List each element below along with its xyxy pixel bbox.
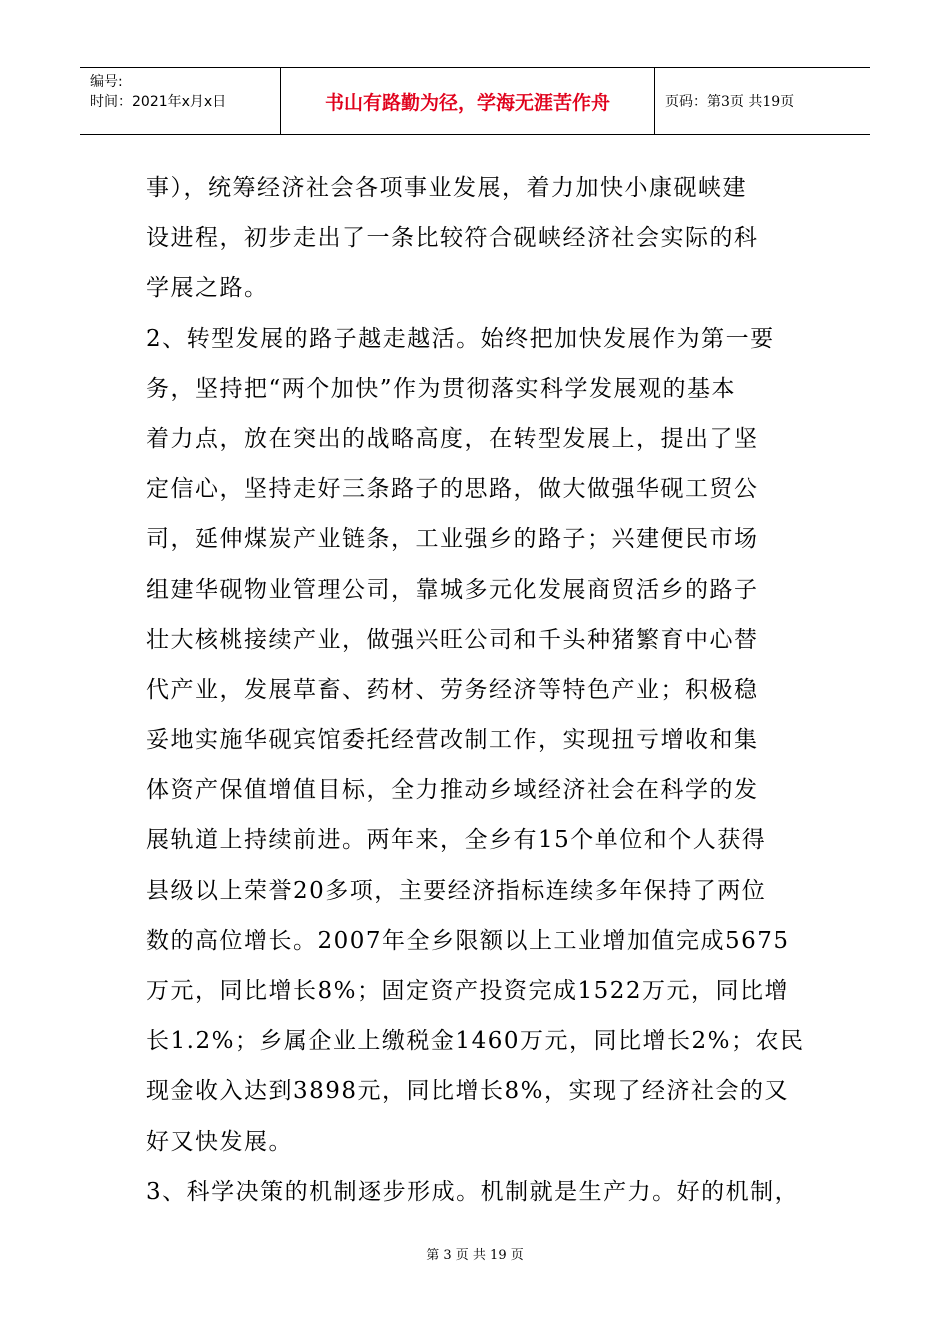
body-line: 现金收入达到3898元，同比增长8%，实现了经济社会的又 (146, 1078, 790, 1105)
header-motto: 书山有路勤为径，学海无涯苦作舟 (280, 68, 655, 134)
body-line: 体资产保值增值目标，全力推动乡域经济社会在科学的发 (146, 777, 759, 804)
body-line: 组建华砚物业管理公司，靠城多元化发展商贸活乡的路子 (146, 576, 759, 603)
body-line: 着力点，放在突出的战略高度，在转型发展上，提出了坚 (146, 425, 759, 452)
page-footer: 第 3 页 共 19 页 (426, 1248, 524, 1263)
body-line: 壮大核桃接续产业，做强兴旺公司和千头种猪繁育中心替 (146, 626, 759, 653)
body-line: 事），统筹经济社会各项事业发展，着力加快小康砚峡建 (146, 175, 747, 201)
body-line: 好又快发展。 (146, 1128, 293, 1155)
header-page-info: 页码：第3页 共19页 (665, 94, 795, 110)
number-label: 编号: (90, 74, 123, 90)
body-line: 务，坚持把“两个加快”作为贯彻落实科学发展观的基本 (146, 375, 737, 402)
body-line: 3、科学决策的机制逐步形成。机制就是生产力。好的机制， (146, 1178, 800, 1205)
body-line: 2、转型发展的路子越走越活。始终把加快发展作为第一要 (146, 325, 775, 352)
body-line: 展轨道上持续前进。两年来，全乡有15个单位和个人获得 (146, 827, 767, 854)
time-label: 时间：2021年x月x日 (90, 94, 227, 110)
body-line: 定信心，坚持走好三条路子的思路，做大做强华砚工贸公 (146, 476, 759, 503)
body-line: 学展之路。 (146, 275, 269, 302)
body-line: 长1.2%；乡属企业上缴税金1460万元，同比增长2%；农民 (146, 1028, 805, 1055)
body-line: 县级以上荣誉20多项，主要经济指标连续多年保持了两位 (146, 877, 767, 904)
header-meta (80, 68, 280, 134)
body-line: 代产业，发展草畜、药材、劳务经济等特色产业；积极稳 (146, 676, 759, 703)
page-header (80, 67, 870, 135)
body-line: 妥地实施华砚宾馆委托经营改制工作，实现扭亏增收和集 (146, 727, 759, 754)
body-line: 司，延伸煤炭产业链条，工业强乡的路子；兴建便民市场 (146, 526, 759, 553)
document-body (146, 163, 816, 1217)
body-line: 设进程，初步走出了一条比较符合砚峡经济社会实际的科 (146, 225, 759, 252)
body-line: 万元，同比增长8%；固定资产投资完成1522万元，同比增 (146, 978, 790, 1004)
body-line: 数的高位增长。2007年全乡限额以上工业增加值完成5675 (146, 927, 790, 954)
